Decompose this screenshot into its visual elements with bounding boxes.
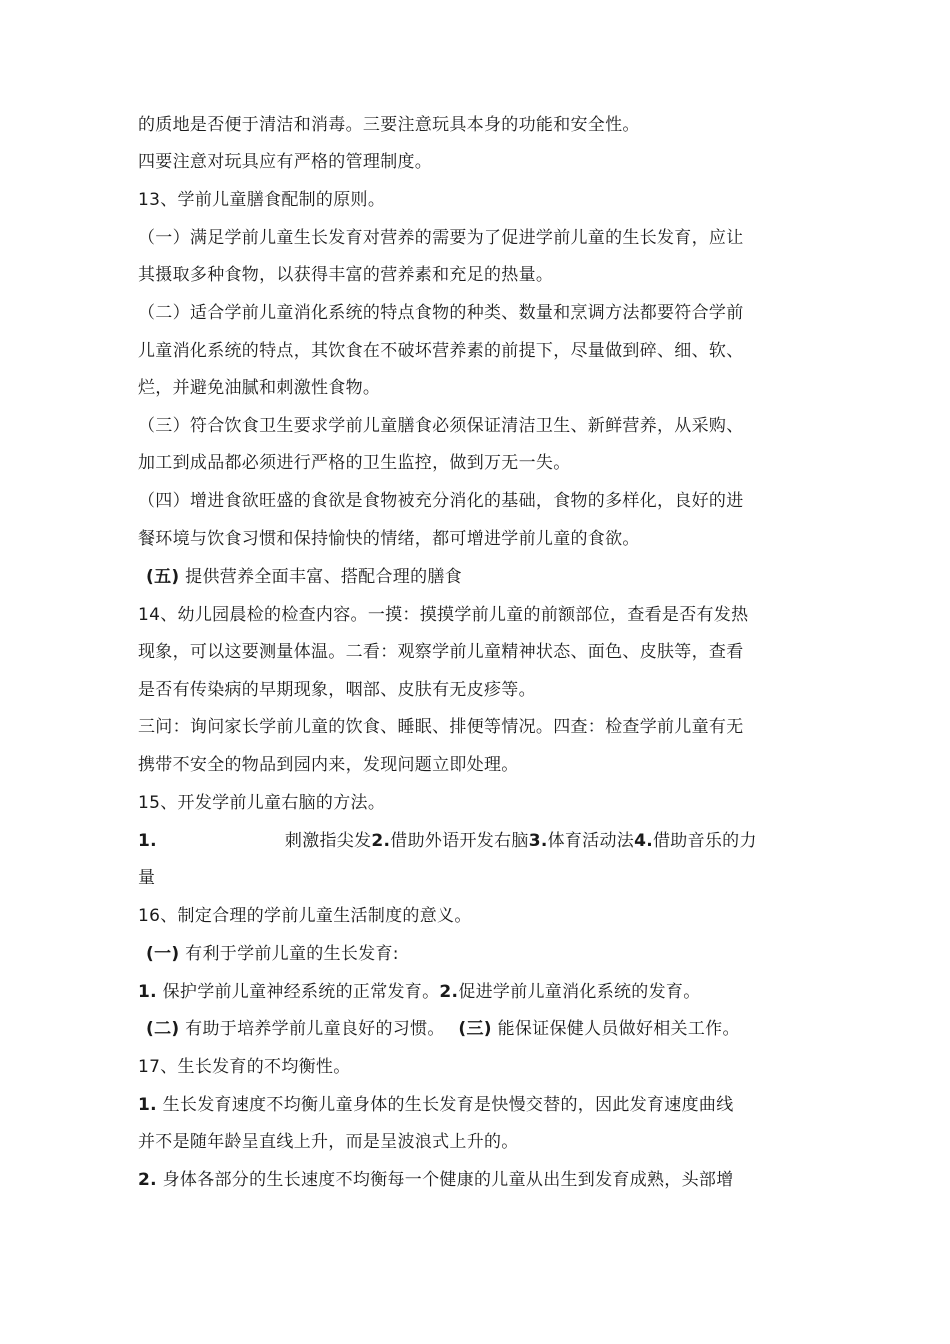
text-line: 量 [138,868,156,888]
text-line: （三）符合饮食卫生要求学前儿童膳食必须保证清洁卫生、新鲜营养，从采购、 [138,416,744,436]
section-heading: 16、制定合理的学前儿童生活制度的意义。 [138,906,472,926]
text-line: 三问：询问家长学前儿童的饮食、睡眠、排便等情况。四查：检查学前儿童有无 [138,717,744,737]
text-line: 四要注意对玩具应有严格的管理制度。 [138,152,433,172]
text-line: 餐环境与饮食习惯和保持愉快的情绪，都可增进学前儿童的食欲。 [138,529,640,549]
text-line: （四）增进食欲旺盛的食欲是食物被充分消化的基础，食物的多样化，良好的进 [138,491,744,511]
text-line: 其摄取多种食物，以获得丰富的营养素和充足的热量。 [138,265,554,285]
text-line: 1. 保护学前儿童神经系统的正常发育。2.促进学前儿童消化系统的发育。 [138,982,701,1002]
text-line: 的质地是否便于清洁和消毒。三要注意玩具本身的功能和安全性。 [138,115,640,135]
section-heading: 13、学前儿童膳食配制的原则。 [138,190,386,210]
text-line: 携带不安全的物品到园内来，发现问题立即处理。 [138,755,519,775]
text-line: 1. 生长发育速度不均衡儿童身体的生长发育是快慢交替的，因此发育速度曲线 [138,1095,734,1115]
text-line: （一）满足学前儿童生长发育对营养的需要为了促进学前儿童的生长发育，应让 [138,228,744,248]
text-line: 儿童消化系统的特点，其饮食在不破坏营养素的前提下，尽量做到碎、细、软、 [138,341,744,361]
text-line: （二）适合学前儿童消化系统的特点食物的种类、数量和烹调方法都要符合学前 [138,303,744,323]
text-line: (二) 有助于培养学前儿童良好的习惯。 (三) 能保证保健人员做好相关工作。 [146,1019,740,1039]
text-line: (五) 提供营养全面丰富、搭配合理的膳食 [146,567,462,587]
text-line: 是否有传染病的早期现象，咽部、皮肤有无皮疹等。 [138,680,536,700]
section-heading: 17、生长发育的不均衡性。 [138,1057,351,1077]
section-heading: 15、开发学前儿童右脑的方法。 [138,793,386,813]
text-line: 现象，可以这要测量体温。二看：观察学前儿童精神状态、面色、皮肤等，查看 [138,642,744,662]
text-line: 加工到成品都必须进行严格的卫生监控，做到万无一失。 [138,453,571,473]
text-line: 1. 刺激指尖发2.借助外语开发右脑3.体育活动法4.借助音乐的力 [138,831,757,851]
text-line: 并不是随年龄呈直线上升，而是呈波浪式上升的。 [138,1132,519,1152]
text-line: (一) 有利于学前儿童的生长发育: [146,944,399,964]
text-line: 烂，并避免油腻和刺激性食物。 [138,378,381,398]
text-line: 2. 身体各部分的生长速度不均衡每一个健康的儿童从出生到发育成熟，头部增 [138,1170,734,1190]
section-heading: 14、幼儿园晨检的检查内容。一摸：摸摸学前儿童的前额部位，查看是否有发热 [138,605,749,625]
